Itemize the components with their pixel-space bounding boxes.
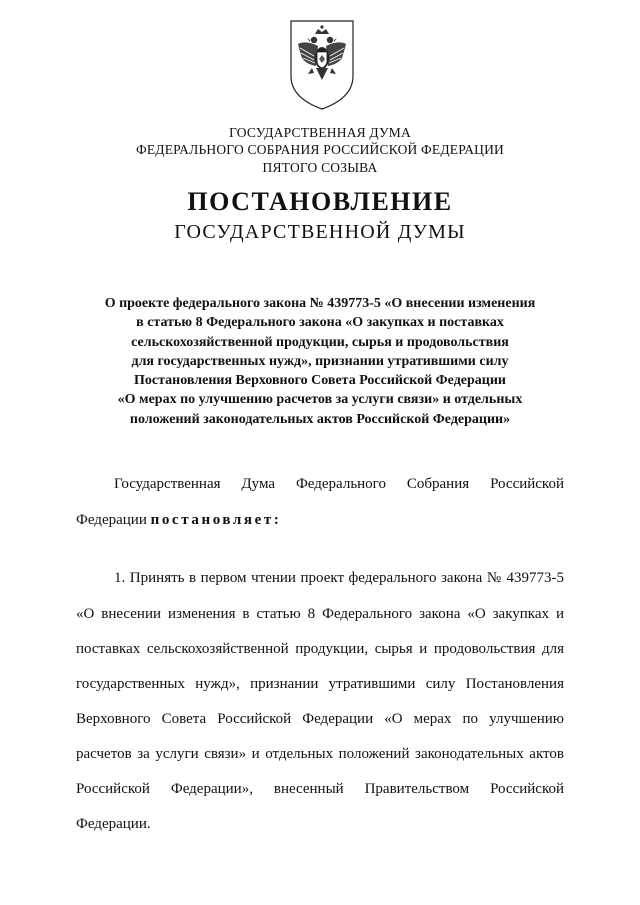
org-name-line: ФЕДЕРАЛЬНОГО СОБРАНИЯ РОССИЙСКОЙ ФЕДЕРАЦИИ xyxy=(136,142,504,157)
item-1-line: 1. Принять в первом чтении проект федерального закона № 439773-5 xyxy=(114,570,564,586)
subject-line: О проекте федерального закона № 439773-5 «О внесении изменения xyxy=(104,296,536,311)
convocation-line: ПЯТОГО СОЗЫВА xyxy=(262,160,378,175)
document-type-title: ПОСТАНОВЛЕНИЕ xyxy=(187,187,453,216)
document-issuer: ГОСУДАРСТВЕННОЙ ДУМЫ xyxy=(174,221,466,243)
item-1-line: Российской Федерации», внесенный Правительством Российской xyxy=(76,781,564,797)
subject-line: положений законодательных актов Российской Федерации» xyxy=(129,411,511,427)
item-1-line: расчетов за услуги связи» и отдельных положений законодательных актов xyxy=(76,746,564,762)
item-1-line: Федерации. xyxy=(76,816,151,832)
subject-line: «О мерах по улучшению расчетов за услуги связи» и отдельных xyxy=(117,392,523,408)
resolves-verb: постановляет: xyxy=(150,512,282,528)
item-1-line: Верховного Совета Российской Федерации «О мерах по улучшению xyxy=(76,711,564,727)
subject-line: для государственных нужд», признании утратившими силу xyxy=(131,353,509,369)
subject-line: сельскохозяйственной продукции, сырья и продовольствия xyxy=(131,334,509,350)
item-1-line: государственных нужд», признании утратившими силу Постановления xyxy=(76,676,564,692)
org-name-line: ГОСУДАРСТВЕННАЯ ДУМА xyxy=(229,125,411,140)
item-1-line: «О внесении изменения в статью 8 Федерального закона «О закупках и xyxy=(76,606,564,622)
item-1-line: поставках сельскохозяйственной продукции, сырья и продовольствия для xyxy=(76,641,564,657)
preamble-line: Государственная Дума Федерального Собрания Российской xyxy=(114,476,564,492)
document-subject xyxy=(60,294,580,429)
russian-coat-of-arms-icon xyxy=(288,18,356,112)
preamble-line xyxy=(76,510,564,530)
subject-line: в статью 8 Федерального закона «О закупках и поставках xyxy=(136,315,504,331)
subject-line: Постановления Верховного Совета Российской Федерации xyxy=(134,373,506,389)
preamble-text: Федерации xyxy=(76,512,151,528)
